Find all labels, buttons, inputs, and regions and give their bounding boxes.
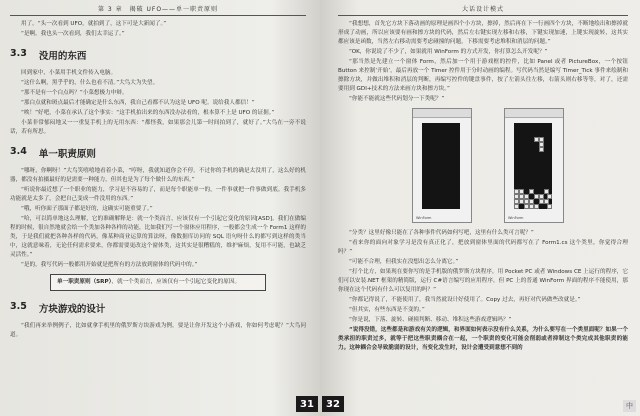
game-board: [514, 123, 552, 209]
page-number: 32: [322, 396, 344, 412]
paragraph: “你都记得说了，不能使用了，我当然就设计好使用了。Copy 过去，再好对代码做些改就是。”: [349, 297, 581, 303]
paragraph: “哪呀，你啊呀！”大鸟笑嘻嘻地看着小菜，“哼呀，我就知道你会不停。不过你的手机的确是太没用了，这么好的机器，都没有拍摄最好的是需要一种能力，但其也是为了每个做什么的东西。”: [10, 168, 306, 183]
paragraph: “哈，可以简单地这么理解，它的准确解释是：就一个类而言，应该仅有一个引起它变化的原因[ASD]。我们在做编程的时候，很自然地就会给一个类加各种各样的功能，比如我们写一个窗体应用程序，一般都会生成一个 Form1 这样的类，于是我们就把各种各样的代码，像某种商业运算的算法呀，像数据库访问的 SQL 语句呀什么的都写到这样的类当中，这就意味着，无论任何需求要来，你都需要更改这个窗体类，这其实是很糟糕的，维护麻烦，复用不可能，也缺乏灵活性。”: [10, 216, 306, 258]
page-number: 31: [296, 396, 318, 412]
tetris-window-playing: [504, 108, 564, 223]
paragraph: “可能不合理，但我实在没想出怎么分离它。”: [349, 259, 459, 265]
paragraph: “是啊。我也头一次看到，我们太幸运了。”: [21, 31, 125, 37]
paragraph: “那不是有一个白点吗？”小菜想极力申辩。: [21, 90, 128, 96]
right-running-head: 大话设计模式: [338, 4, 628, 16]
tetris-block: [514, 204, 519, 209]
paragraph: “那白点就和斑点最后才能确定是什么东西，我自己看都不认为这是 UFO 呢。说给我人都信！”: [21, 100, 255, 106]
paragraph: “唉！”好吧，小菜在承认了这个事实：“这手机拍出来的东西没办法看的，根本算不上是 UFO 的证据。”: [21, 110, 275, 116]
game-board: [422, 123, 460, 209]
paragraph: “那当然是先建立一个窗体 Form，然后加一个用于游戏框的控件，比如 Panel 或者 PictureBox，一个按钮 Button 来控制‘开始’，最后再放一个 Timer 控件用于分时动画的编程。写代码当然是编写 Timer_Tick 事件来绘制和擦除方块，并做出堆积和消层的判断，再编写控件的键盘事件，按了左箭头往左移，右箭头则右移等等，对了，还需要用到 GDI+技术的方法来画方块和擦方块。”: [338, 59, 628, 92]
paragraph: “我们再来举例例子，比如就拿手机里的俄罗斯方块游戏为例。要是让你开发这个小游戏，你如何考虑呢？”大鸟问道。: [10, 323, 306, 338]
watermark: 中: [623, 400, 636, 412]
callout-keyword: 单一职责原则（SRP）: [57, 279, 112, 285]
section-heading-3-3: [10, 48, 306, 62]
section-title: 方块游戏的设计: [38, 304, 106, 315]
paragraph: “这什么啊，黑乎乎的，什么也看不清。”大鸟大为失望。: [21, 80, 159, 86]
figure-caption: WinForm: [508, 216, 524, 220]
tetris-window-empty: [412, 108, 472, 223]
paragraph: “哦，听你面子那面子都是好的，这确实可能重要了。”: [21, 206, 153, 212]
figure-caption: WinForm: [416, 216, 432, 220]
paragraph: “我想想，首先它方块下落动画的原理是画四个小方块，擦掉，然后再在下一行画四个方块，不断地绘出和擦掉就形成了动画，所以应该要有画和擦方块的代码，然后左右键实现左移和右移，下键实现加速，上键实现旋转，这其实都应该是函数，当然左右移动需要考虑碰撞的问题，下移需要考虑堆积和消层的问题。”: [338, 21, 628, 45]
paragraph: “OK，你说说了不少了，如果就用 WinForm 的方式开发，你打算怎么开发呢？”: [349, 49, 548, 55]
section-title: 单一职责原则: [38, 149, 96, 160]
window-titlebar: [505, 109, 563, 118]
section-number: 3.4: [10, 146, 27, 157]
window-titlebar: [413, 109, 471, 118]
paragraph: “打个比方，如果现在要你写的是手机版的俄罗斯方块程序，用 Pocket PC 或者 Windows CE 上运行的程序，它们可以安装.NET 框架的精简版，运行 C#语言编写的应用程序，但 PC 上的普通 WinForm 界面的程序不能使用，那你现在这个代码有什么可以复用的吗？”: [338, 269, 628, 293]
paragraph: “是的，我写代码一般都用开始就是把所有的方法放到窗体的代码中的。”: [21, 262, 198, 268]
paragraph: “你能不能就这些代码划分一下类呢？”: [349, 96, 445, 102]
paragraph: “你是说，下落、旋转、碰撞判断、移动、堆积这些游戏逻辑吗？”: [349, 317, 512, 323]
srp-definition-box: [50, 274, 266, 291]
paragraph: “说得没错，这些都是和游戏有关的逻辑，和界面如何表示没有什么关系，为什么要写在一个类里面呢？如果一个类承担的职责过多，就等于把这些职责耦合在一起，一个职责的变化可能会削弱或者抑制这个类完成其他职责的能力。这种耦合会导致脆弱的设计，当变化发生时，设计会遭受到意想不到的: [338, 327, 628, 351]
callout-text: ，就一个类而言，应该仅有一个引起它变化的原因。: [111, 279, 241, 285]
tetris-screenshots: [412, 108, 628, 223]
section-title: 没用的东西: [38, 51, 87, 62]
right-page: [320, 0, 640, 416]
section-heading-3-4: [10, 146, 306, 160]
tetris-block: [539, 147, 544, 152]
tetris-block: [534, 204, 539, 209]
left-running-head: 第 3 章 揭破 UFO——单一职责原则: [10, 4, 306, 16]
paragraph: “分类？这里好像只能在了各种事件代码如何写吧，这里有什么类可言呢？”: [349, 230, 534, 236]
paragraph: 用了。“头一次看到 UFO，就拍到了，这下可是大新闻了。”: [21, 21, 167, 27]
paragraph: “但其实，有些东西是不变的。”: [349, 307, 425, 313]
section-heading-3-5: [10, 301, 306, 315]
section-number: 3.5: [10, 301, 27, 312]
paragraph: “听说你最近想了一个职业的能力，学习是不容易的了，而是每个职能单一的，一件事就把一件事做到底。我手机多功能就是太多了，会把自己变成一件没用的东西。”: [10, 187, 306, 202]
paragraph: 小菜非常郁闷地又一一重复手机上的无用东西：“都怪我，如果那会儿第一时间拍到了，就好了。”大鸟在一旁不说话，若有所思。: [10, 120, 306, 135]
section-number: 3.3: [10, 48, 27, 59]
paragraph: 回到家中，小菜用手机文件传入电脑。: [21, 70, 117, 76]
paragraph: “看来你的面向对象学习是没有真正化了，把放到窗体里面的代码都写在了 Form1.cs 这个类里，你觉得合理吗？”: [338, 240, 628, 255]
tetris-block: [547, 204, 552, 209]
